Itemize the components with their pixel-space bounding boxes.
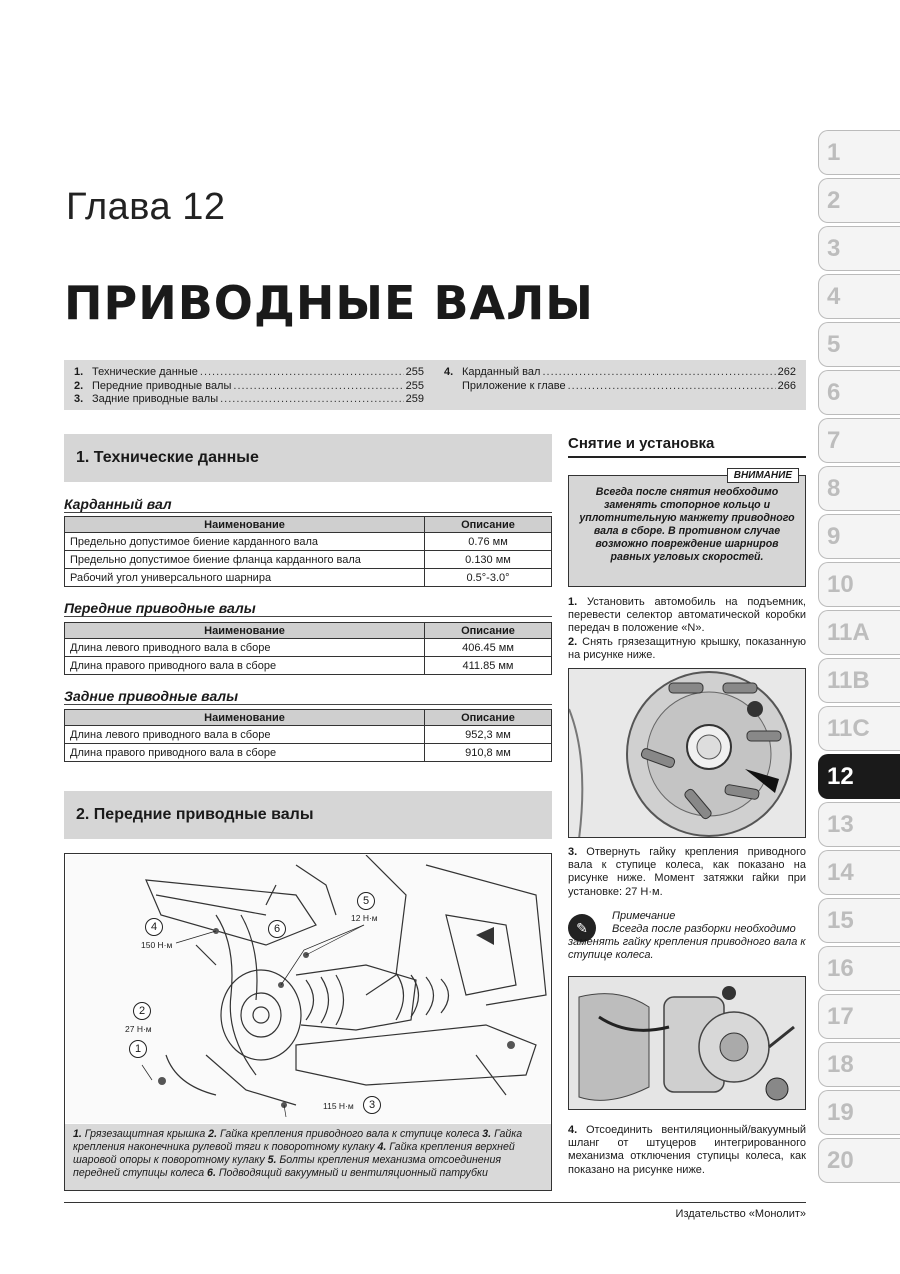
chapter-tab[interactable]: 20 (818, 1138, 900, 1183)
table-row: Длина правого приводного вала в сборе 910,8 мм (65, 744, 552, 762)
chapter-tab[interactable]: 15 (818, 898, 900, 943)
warning-text: Всегда после снятия необходимо заменять стопорное кольцо и уплотнительную манжету приводного вала в сборе. В противном случае возможно повреждение шарниров равных угловых скоростей. (579, 486, 795, 563)
chapter-title: ПРИВОДНЫЕ ВАЛЫ (64, 276, 594, 330)
divider (64, 1202, 806, 1203)
torque-label-4: 150 Н·м (141, 940, 173, 950)
spec-table-propshaft (64, 516, 552, 587)
chapter-tab[interactable]: 10 (818, 562, 900, 607)
chapter-tab[interactable]: 12 (818, 754, 900, 799)
note-text: Всегда после разборки необходимо заменять гайку крепления приводного вала к ступице колеса. (568, 923, 806, 961)
toc-entry[interactable]: 4. Карданный вал ..... 262 (444, 366, 796, 380)
chapter-tab[interactable]: 17 (818, 994, 900, 1039)
chapter-tab[interactable]: 8 (818, 466, 900, 511)
callout-6: 6 (268, 920, 286, 938)
divider (568, 456, 806, 458)
chapter-tab[interactable]: 16 (818, 946, 900, 991)
torque-label-3: 115 Н·м (323, 1101, 354, 1111)
hub-cap-photo (568, 668, 806, 838)
chapter-tab[interactable]: 1 (818, 130, 900, 175)
spec-table-rear-shafts (64, 709, 552, 762)
publisher-name: Издательство «Монолит» (675, 1208, 806, 1220)
chapter-label: Глава 12 (66, 186, 226, 228)
step-paragraph: 3. Отвернуть гайку крепления приводного вала к ступице колеса, как показано на рисунке ниже. Момент затяжки гайки при установке: 27 Н·м. (568, 846, 806, 898)
front-driveshaft-figure (64, 853, 552, 1191)
chapter-tab[interactable]: 14 (818, 850, 900, 895)
warning-box (568, 470, 806, 587)
chapter-tabs (818, 130, 900, 1186)
section-heading: 1. Технические данные (64, 434, 552, 482)
toc-entry[interactable]: 1. Технические данные ..... 255 (74, 366, 424, 380)
toc-right-column (444, 366, 796, 393)
note-icon: ✎ (568, 914, 596, 942)
column-header: Наименование (65, 517, 425, 533)
column-header: Наименование (65, 623, 425, 639)
spec-table-front-shafts (64, 622, 552, 675)
table-row: Длина правого приводного вала в сборе 411.85 мм (65, 657, 552, 675)
table-row: Длина левого приводного вала в сборе 406.45 мм (65, 639, 552, 657)
chapter-tab[interactable]: 11C (818, 706, 900, 751)
column-header: Описание (425, 517, 552, 533)
chapter-tab[interactable]: 2 (818, 178, 900, 223)
note-box (568, 910, 806, 972)
hub-disconnect-image (569, 977, 806, 1110)
section-heading: 2. Передние приводные валы (64, 791, 552, 839)
table-of-contents (64, 360, 806, 410)
table-row: Длина левого приводного вала в сборе 952,3 мм (65, 726, 552, 744)
table-row: Предельно допустимое биение карданного вала 0.76 мм (65, 533, 552, 551)
divider (64, 512, 552, 513)
callout-2: 2 (133, 1002, 151, 1020)
callout-1: 1 (129, 1040, 147, 1058)
chapter-tab[interactable]: 6 (818, 370, 900, 415)
wheel-hub-image (569, 669, 806, 838)
table-caption: Передние приводные валы (64, 600, 256, 616)
divider (64, 704, 552, 705)
toc-entry[interactable]: Приложение к главе ..... 266 (444, 380, 796, 394)
column-header: Описание (425, 623, 552, 639)
table-caption: Карданный вал (64, 496, 172, 512)
table-caption: Задние приводные валы (64, 688, 239, 704)
warning-label: ВНИМАНИЕ (727, 468, 799, 483)
step-paragraph: 4. Отсоединить вентиляционный/вакуумный шланг от штуцеров интегрированного механизма отключения ступицы колеса, как показано на рисунке ниже. (568, 1124, 806, 1176)
column-header: Наименование (65, 710, 425, 726)
callout-4: 4 (145, 918, 163, 936)
chapter-tab[interactable]: 9 (818, 514, 900, 559)
divider (64, 616, 552, 617)
figure-caption: 1. Грязезащитная крышка 2. Гайка крепления приводного вала к ступице колеса 3. Гайка крепления наконечника рулевой тяги к поворотному кулаку 4. Гайка крепления верхней шаровой опоры к поворотному кулаку 5. Болты крепления механизма отсоединения передней ступицы колеса 6. Подводящий вакуумный и вентиляционный патрубки (65, 1124, 551, 1190)
chapter-tab[interactable]: 11A (818, 610, 900, 655)
step-paragraph: 1. Установить автомобиль на подъемник, перевести селектор автоматической коробки передач в положение «N». 2. Снять грязезащитную крышку, показанную на рисунке ниже. (568, 596, 806, 661)
chapter-tab[interactable]: 7 (818, 418, 900, 463)
chapter-tab[interactable]: 11B (818, 658, 900, 703)
chapter-tab[interactable]: 13 (818, 802, 900, 847)
chapter-tab[interactable]: 5 (818, 322, 900, 367)
column-header: Описание (425, 710, 552, 726)
toc-entry[interactable]: 3. Задние приводные валы ..... 259 (74, 393, 424, 407)
table-row: Предельно допустимое биение фланца карданного вала 0.130 мм (65, 551, 552, 569)
chapter-tab[interactable]: 18 (818, 1042, 900, 1087)
chapter-tab[interactable]: 4 (818, 274, 900, 319)
table-row: Рабочий угол универсального шарнира 0.5°-3.0° (65, 569, 552, 587)
toc-left-column (74, 366, 424, 407)
chapter-tab[interactable]: 3 (818, 226, 900, 271)
suspension-assembly-illustration (66, 855, 550, 1123)
removal-heading: Снятие и установка (568, 435, 715, 452)
toc-entry[interactable]: 2. Передние приводные валы ..... 255 (74, 380, 424, 394)
torque-label-2: 27 Н·м (125, 1024, 152, 1034)
note-title: Примечание (612, 910, 676, 922)
ventilation-hose-photo (568, 976, 806, 1110)
torque-label-5: 12 Н·м (351, 913, 378, 923)
callout-5: 5 (357, 892, 375, 910)
callout-3: 3 (363, 1096, 381, 1114)
chapter-tab[interactable]: 19 (818, 1090, 900, 1135)
